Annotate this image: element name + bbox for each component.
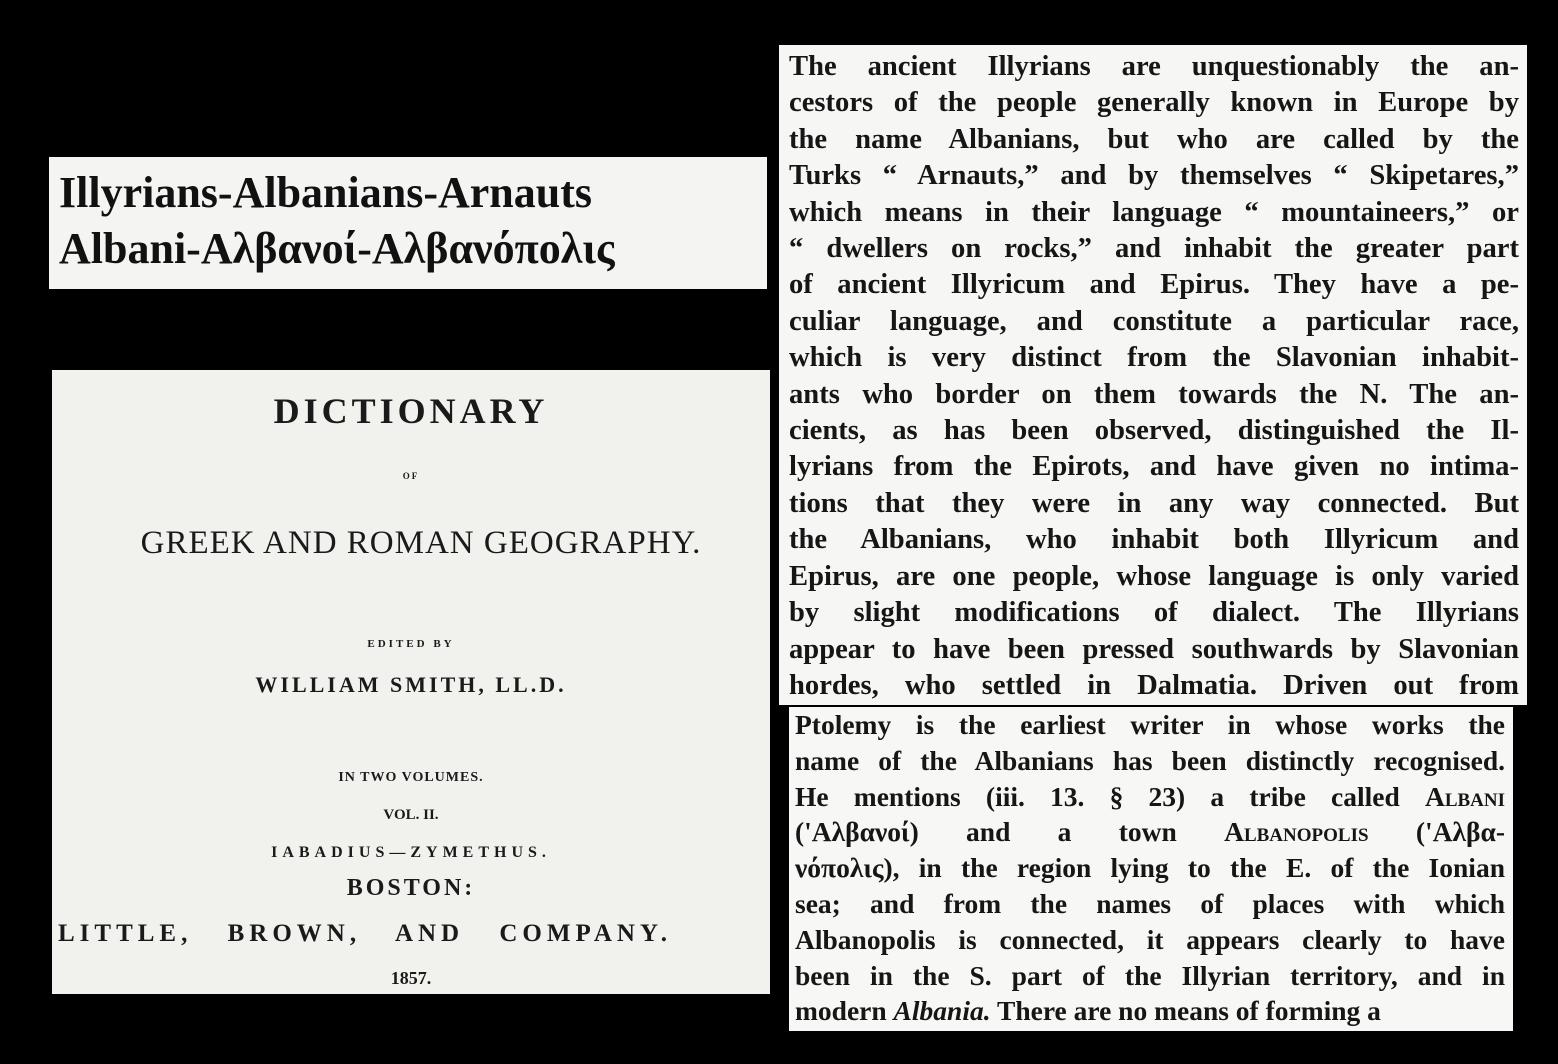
- text-line: Turks “ Arnauts,” and by themselves “ Skipetares,”: [789, 160, 1519, 192]
- book-title-of: OF: [402, 471, 420, 481]
- text-line: tions that they were in any way connected. But: [789, 487, 1519, 519]
- text-line: by slight modifications of dialect. The Illyrians: [789, 597, 1519, 629]
- text-line: of ancient Illyricum and Epirus. They have a pe-: [789, 269, 1519, 301]
- headline-line-2: Albani-Αλβανοί-Αλβανόπολις: [59, 224, 615, 273]
- text-line: appear to have been pressed southwards by Slavonian: [789, 633, 1519, 665]
- text-line: cients, as has been observed, distinguished the Il-: [789, 415, 1519, 447]
- publisher-name: LITTLE, BROWN, AND COMPANY.: [58, 920, 672, 947]
- volume-number: VOL. II.: [383, 807, 439, 823]
- volumes-note: IN TWO VOLUMES.: [338, 770, 484, 785]
- text-line: Ptolemy is the earliest writer in whose works the: [795, 709, 1505, 740]
- publication-year: 1857.: [390, 968, 432, 988]
- text-line: Epirus, are one people, whose language is only varied: [789, 560, 1519, 592]
- text-line: the name Albanians, but who are called by the: [789, 123, 1519, 155]
- albania-italic: Albania.: [893, 995, 991, 1027]
- albanopolis-small-caps: Albanopolis: [1224, 816, 1369, 848]
- editor-name: WILLIAM SMITH, LL.D.: [255, 672, 567, 697]
- text-line: which means in their language “ mountaineers,” or: [789, 196, 1519, 228]
- book-title: DICTIONARY: [273, 391, 549, 431]
- text-line: lyrians from the Epirots, and have given no intima-: [789, 451, 1519, 483]
- text-line: which is very distinct from the Slavonian inhabit-: [789, 342, 1519, 374]
- text-line: been in the S. part of the Illyrian territory, and in: [795, 959, 1505, 991]
- edited-by-label: EDITED BY: [367, 638, 455, 650]
- text-line: νόπολις), in the region lying to the E. of the Ionian: [795, 852, 1505, 884]
- text-line: ants who border on them towards the N. The an-: [789, 378, 1519, 410]
- text-line: modern Albania. There are no means of forming a: [795, 995, 1381, 1027]
- headline-panel: [49, 157, 767, 289]
- text-line: cestors of the people generally known in Europe by: [789, 87, 1519, 119]
- headline-line-1: Illyrians-Albanians-Arnauts: [59, 168, 593, 217]
- article-excerpt-illyrians: [779, 45, 1527, 705]
- article-excerpt-ptolemy: [789, 707, 1513, 1031]
- publication-city: BOSTON:: [346, 875, 476, 901]
- volume-range: IABADIUS—ZYMETHUS.: [271, 844, 551, 861]
- text-line: “ dwellers on rocks,” and inhabit the greater part: [789, 233, 1519, 265]
- text-line: sea; and from the names of places with which: [795, 887, 1505, 919]
- albani-small-caps: Albani: [1424, 780, 1505, 812]
- text-line: hordes, who settled in Dalmatia. Driven out from: [789, 669, 1519, 701]
- text-line: Albanopolis is connected, it appears clearly to have: [795, 923, 1505, 955]
- text-line: the Albanians, who inhabit both Illyricum and: [789, 524, 1519, 556]
- text-line: The ancient Illyrians are unquestionably the an-: [789, 51, 1519, 82]
- text-line: culiar language, and constitute a particular race,: [789, 305, 1519, 337]
- text-line: He mentions (iii. 13. § 23) a tribe called Albani: [795, 780, 1505, 812]
- text-line: ('Αλβανοί) and a town Albanopolis ('Αλβα-: [795, 816, 1506, 848]
- title-page-panel: [52, 370, 770, 994]
- book-subject: GREEK AND ROMAN GEOGRAPHY.: [140, 525, 702, 561]
- text-line: name of the Albanians has been distinctly recognised.: [795, 744, 1505, 776]
